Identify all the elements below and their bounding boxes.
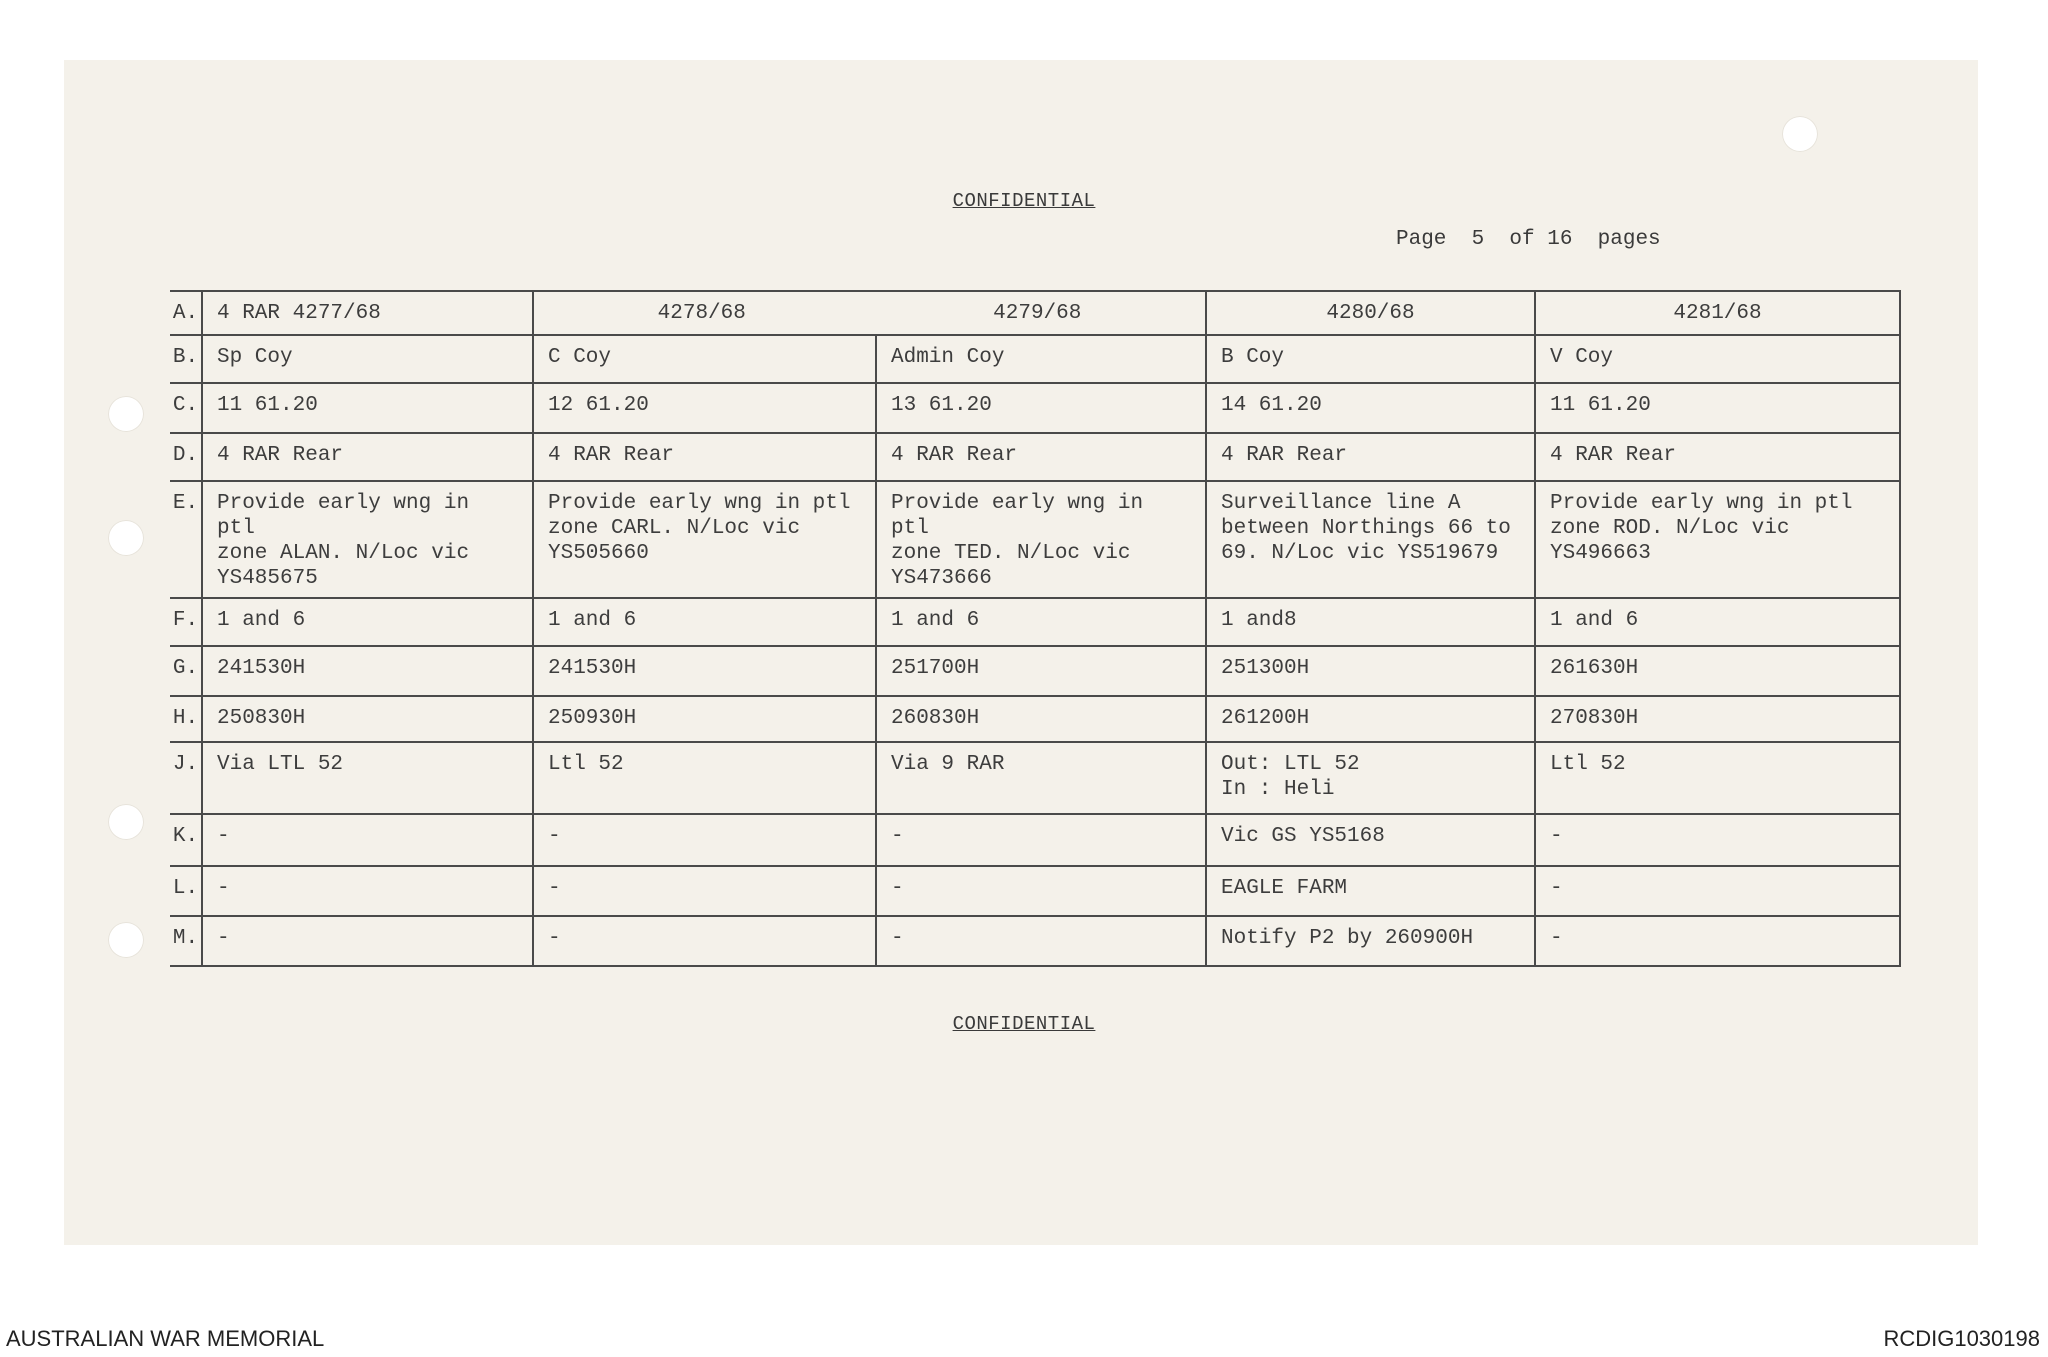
table-row: [170, 481, 1900, 598]
table-cell: 251700H: [876, 646, 1206, 696]
table-cell: 12 61.20: [533, 383, 876, 433]
table-cell: Notify P2 by 260900H: [1206, 916, 1535, 966]
table-cell: EAGLE FARM: [1206, 866, 1535, 916]
table-cell: Vic GS YS5168: [1206, 814, 1535, 866]
table-cell: B Coy: [1206, 335, 1535, 383]
archive-credit: AUSTRALIAN WAR MEMORIAL: [6, 1326, 325, 1351]
table-cell: 14 61.20: [1206, 383, 1535, 433]
punch-hole: [108, 520, 144, 556]
page-indicator: Page 5 of 16 pages: [1396, 228, 1661, 251]
table-cell: Out: LTL 52 In : Heli: [1206, 742, 1535, 814]
movement-table: [170, 290, 1901, 967]
table-row: [170, 742, 1900, 814]
table-cell: 261200H: [1206, 696, 1535, 742]
table-cell: 260830H: [876, 696, 1206, 742]
table-row: [170, 598, 1900, 646]
punch-hole: [108, 804, 144, 840]
table-cell: 241530H: [202, 646, 533, 696]
column-reference: 4 RAR 4277/68: [202, 291, 533, 335]
table-cell: -: [876, 916, 1206, 966]
table-cell: Provide early wng in ptl zone ALAN. N/Loc vic YS485675: [202, 481, 533, 598]
table-cell: 4 RAR Rear: [533, 433, 876, 481]
table-cell: 4 RAR Rear: [876, 433, 1206, 481]
table-cell: -: [202, 814, 533, 866]
table-cell: Via LTL 52: [202, 742, 533, 814]
table-row: [170, 916, 1900, 966]
table-cell: Admin Coy: [876, 335, 1206, 383]
column-reference-group: [533, 291, 1206, 335]
row-label: E.: [170, 481, 202, 598]
row-label: C.: [170, 383, 202, 433]
table-cell: 1 and 6: [202, 598, 533, 646]
table-cell: 270830H: [1535, 696, 1900, 742]
table-row: [170, 433, 1900, 481]
row-label: J.: [170, 742, 202, 814]
table-cell: 1 and 6: [876, 598, 1206, 646]
table-cell: -: [202, 916, 533, 966]
row-label: M.: [170, 916, 202, 966]
table-cell: -: [876, 814, 1206, 866]
punch-hole: [108, 922, 144, 958]
row-label: B.: [170, 335, 202, 383]
table-cell: 11 61.20: [1535, 383, 1900, 433]
table-cell: 250930H: [533, 696, 876, 742]
table-cell: 241530H: [533, 646, 876, 696]
table-cell: Provide early wng in ptl zone TED. N/Loc vic YS473666: [876, 481, 1206, 598]
table-cell: -: [876, 866, 1206, 916]
table-cell: 1 and 6: [1535, 598, 1900, 646]
row-label: F.: [170, 598, 202, 646]
table-cell: 13 61.20: [876, 383, 1206, 433]
punch-hole: [108, 396, 144, 432]
table-row: [170, 866, 1900, 916]
table-cell: Provide early wng in ptl zone ROD. N/Loc vic YS496663: [1535, 481, 1900, 598]
table-cell: -: [202, 866, 533, 916]
table-cell: 11 61.20: [202, 383, 533, 433]
table-cell: -: [1535, 866, 1900, 916]
column-reference: 4279/68: [993, 302, 1082, 325]
table-cell: -: [533, 814, 876, 866]
table-cell: 4 RAR Rear: [1535, 433, 1900, 481]
table-cell: -: [1535, 814, 1900, 866]
table-row: [170, 814, 1900, 866]
table-cell: -: [533, 916, 876, 966]
row-label: H.: [170, 696, 202, 742]
column-reference: 4281/68: [1535, 291, 1900, 335]
table-cell: 4 RAR Rear: [1206, 433, 1535, 481]
row-label: D.: [170, 433, 202, 481]
table-cell: C Coy: [533, 335, 876, 383]
punch-hole: [1782, 116, 1818, 152]
table-cell: Ltl 52: [533, 742, 876, 814]
column-reference: 4280/68: [1206, 291, 1535, 335]
table-cell: 251300H: [1206, 646, 1535, 696]
table-row: [170, 696, 1900, 742]
table-cell: 250830H: [202, 696, 533, 742]
table-cell: 1 and8: [1206, 598, 1535, 646]
table-cell: Via 9 RAR: [876, 742, 1206, 814]
row-label: L.: [170, 866, 202, 916]
table-cell: Provide early wng in ptl zone CARL. N/Loc vic YS505660: [533, 481, 876, 598]
table-cell: Surveillance line A between Northings 66 to 69. N/Loc vic YS519679: [1206, 481, 1535, 598]
classification-bottom: [0, 1013, 2048, 1035]
table-cell: 1 and 6: [533, 598, 876, 646]
column-reference: 4278/68: [657, 302, 746, 325]
table-cell: V Coy: [1535, 335, 1900, 383]
classification-top-text: CONFIDENTIAL: [952, 190, 1096, 212]
table-cell: -: [1535, 916, 1900, 966]
table-cell: -: [533, 866, 876, 916]
table-row: [170, 383, 1900, 433]
table-row: [170, 335, 1900, 383]
table-row: [170, 646, 1900, 696]
table-row-a: [170, 291, 1900, 335]
table-cell: 261630H: [1535, 646, 1900, 696]
table-cell: Sp Coy: [202, 335, 533, 383]
row-label: A.: [170, 291, 202, 335]
archive-reference: RCDIG1030198: [1883, 1326, 2040, 1351]
classification-bottom-text: CONFIDENTIAL: [952, 1013, 1096, 1035]
table-cell: 4 RAR Rear: [202, 433, 533, 481]
table-cell: Ltl 52: [1535, 742, 1900, 814]
classification-top: [0, 190, 2048, 212]
row-label: G.: [170, 646, 202, 696]
row-label: K.: [170, 814, 202, 866]
